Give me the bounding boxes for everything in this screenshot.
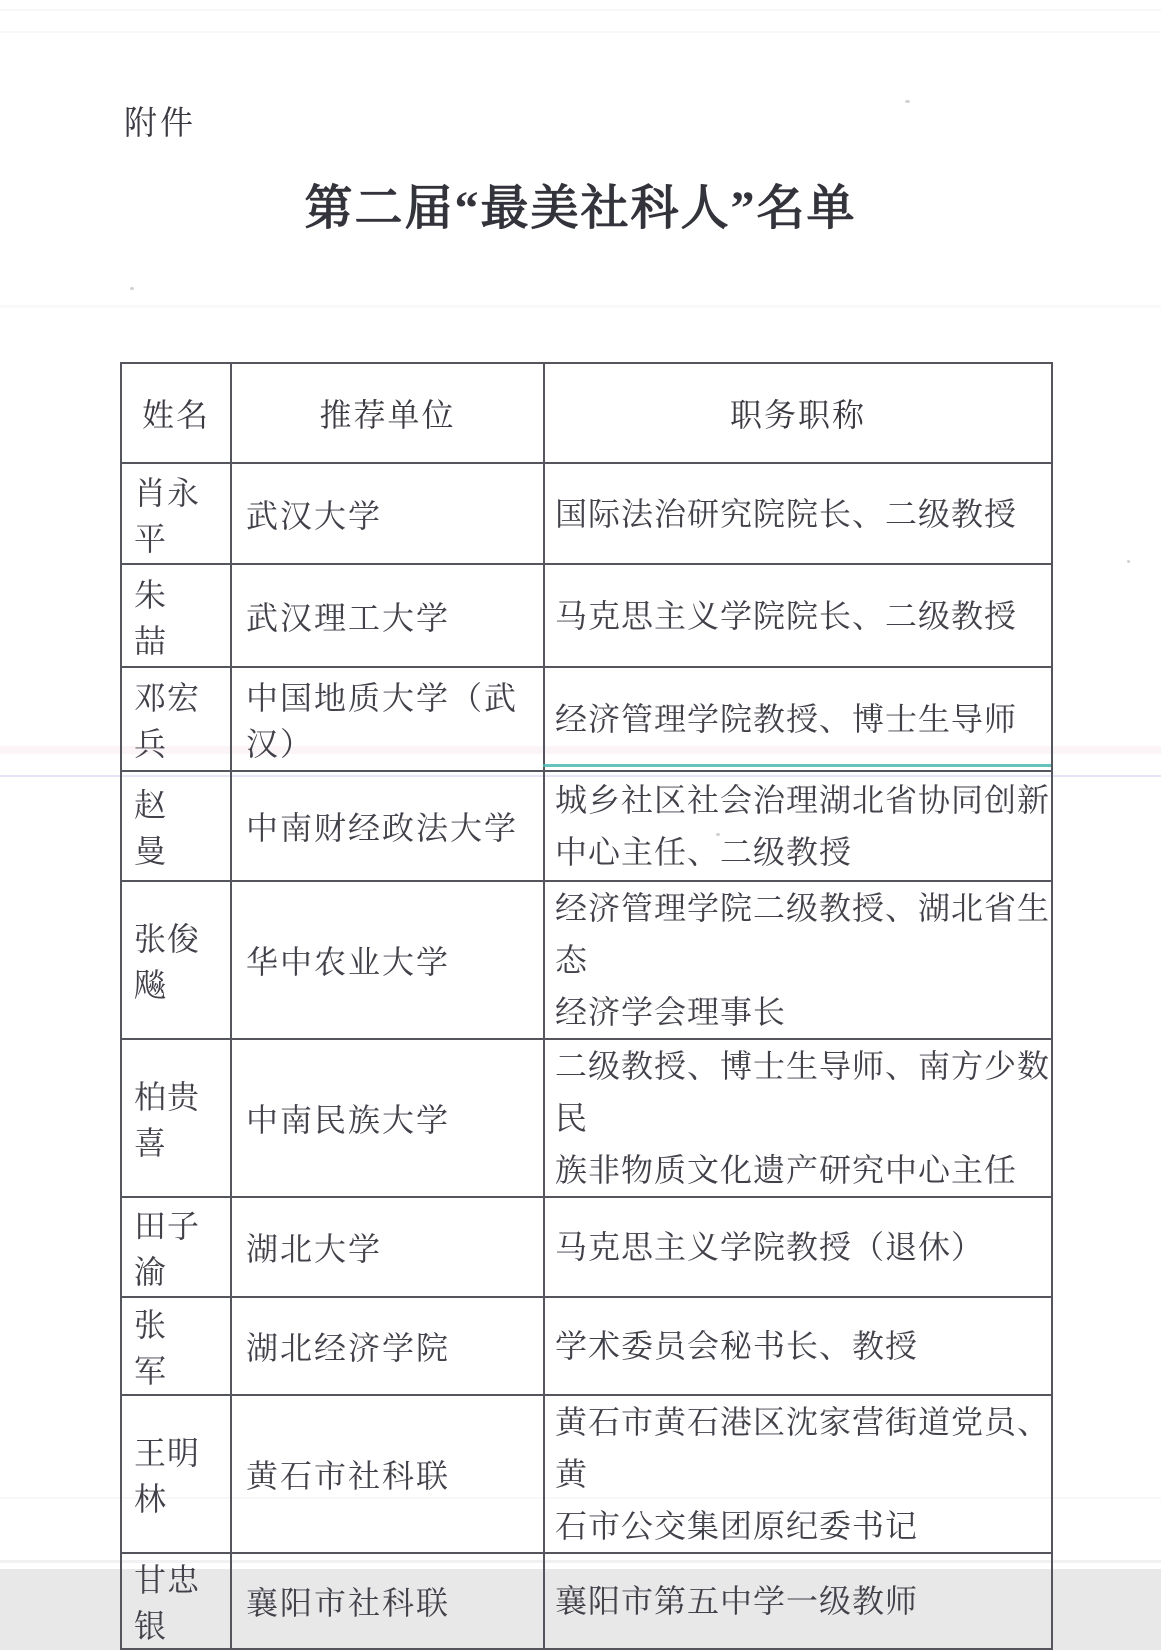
position-cell: 襄阳市第五中学一级教师 bbox=[544, 1553, 1052, 1649]
table-row bbox=[121, 1297, 1052, 1395]
table-header bbox=[121, 363, 1052, 463]
table-row bbox=[121, 667, 1052, 771]
unit-cell: 襄阳市社科联 bbox=[231, 1553, 544, 1649]
table-row bbox=[121, 1553, 1052, 1649]
unit-cell: 中南财经政法大学 bbox=[231, 771, 544, 881]
unit-cell: 中国地质大学（武汉） bbox=[231, 667, 544, 771]
awardees-table bbox=[120, 362, 1053, 1650]
name-cell: 田子渝 bbox=[121, 1197, 231, 1297]
page-title: 第二届“最美社科人”名单 bbox=[304, 182, 857, 235]
table-row bbox=[121, 564, 1052, 667]
position-cell: 马克思主义学院院长、二级教授 bbox=[544, 564, 1052, 667]
scan-speck bbox=[1127, 560, 1130, 563]
name-cell: 朱 喆 bbox=[121, 564, 231, 667]
scan-streak-top-1 bbox=[0, 9, 1161, 11]
table-row bbox=[121, 463, 1052, 564]
position-cell: 经济管理学院教授、博士生导师 bbox=[544, 667, 1052, 771]
table-row bbox=[121, 771, 1052, 881]
table-row bbox=[121, 1197, 1052, 1297]
scan-streak-mid bbox=[0, 305, 1161, 308]
position-cell: 二级教授、博士生导师、南方少数民 族非物质文化遗产研究中心主任 bbox=[544, 1039, 1052, 1197]
name-cell: 张 军 bbox=[121, 1297, 231, 1395]
unit-cell: 武汉理工大学 bbox=[231, 564, 544, 667]
position-cell: 马克思主义学院教授（退休） bbox=[544, 1197, 1052, 1297]
unit-cell: 中南民族大学 bbox=[231, 1039, 544, 1197]
unit-cell: 黄石市社科联 bbox=[231, 1395, 544, 1553]
name-cell: 王明林 bbox=[121, 1395, 231, 1553]
header-name: 姓名 bbox=[121, 363, 231, 463]
scan-streak-top-2 bbox=[0, 31, 1161, 33]
unit-cell: 湖北经济学院 bbox=[231, 1297, 544, 1395]
header-position: 职务职称 bbox=[544, 363, 1052, 463]
attachment-label: 附件 bbox=[124, 104, 196, 141]
table-row bbox=[121, 1039, 1052, 1197]
header-unit: 推荐单位 bbox=[231, 363, 544, 463]
position-cell: 城乡社区社会治理湖北省协同创新 中心主任、二级教授 bbox=[544, 771, 1052, 881]
table-body bbox=[121, 463, 1052, 1649]
name-cell: 甘忠银 bbox=[121, 1553, 231, 1649]
position-cell: 经济管理学院二级教授、湖北省生态 经济学会理事长 bbox=[544, 881, 1052, 1039]
name-cell: 张俊飚 bbox=[121, 881, 231, 1039]
unit-cell: 武汉大学 bbox=[231, 463, 544, 564]
name-cell: 柏贵喜 bbox=[121, 1039, 231, 1197]
unit-cell: 湖北大学 bbox=[231, 1197, 544, 1297]
table-row bbox=[121, 881, 1052, 1039]
scan-speck bbox=[905, 100, 910, 103]
name-cell: 邓宏兵 bbox=[121, 667, 231, 771]
name-cell: 肖永平 bbox=[121, 463, 231, 564]
scan-speck bbox=[130, 287, 134, 290]
position-cell: 国际法治研究院院长、二级教授 bbox=[544, 463, 1052, 564]
table-row bbox=[121, 1395, 1052, 1553]
position-cell: 学术委员会秘书长、教授 bbox=[544, 1297, 1052, 1395]
unit-cell: 华中农业大学 bbox=[231, 881, 544, 1039]
name-cell: 赵 曼 bbox=[121, 771, 231, 881]
header-row bbox=[121, 363, 1052, 463]
position-cell: 黄石市黄石港区沈家营街道党员、黄 石市公交集团原纪委书记 bbox=[544, 1395, 1052, 1553]
